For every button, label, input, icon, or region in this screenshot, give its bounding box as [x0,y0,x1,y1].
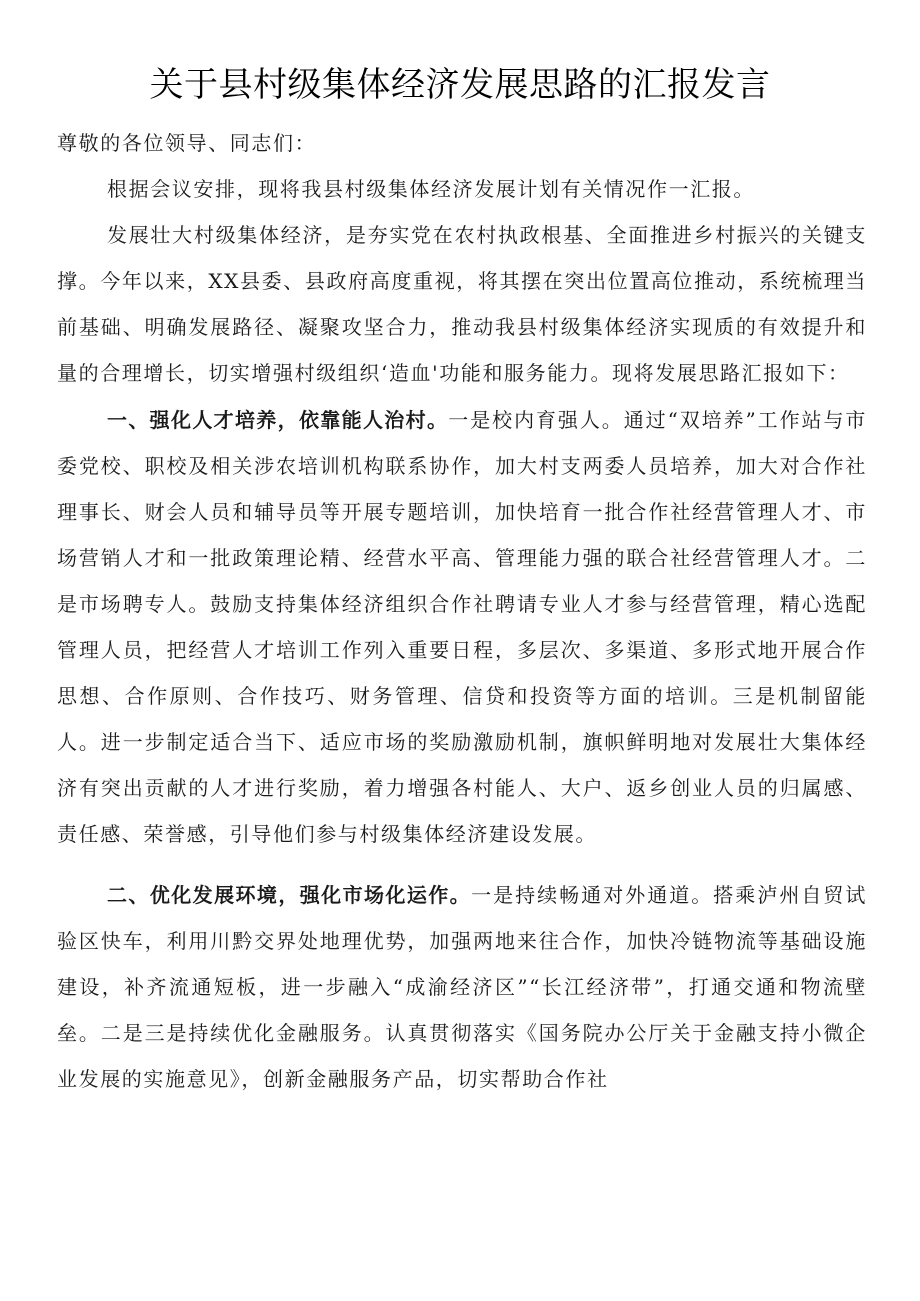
section-2-heading: 二、优化发展环境，强化市场化运作。 [107,882,472,907]
section-2-body: 一是持续畅通对外通道。搭乘泸州自贸试验区快车，利用川黔交界处地理优势，加强两地来往合作，加快冷链物流等基础设施建设，补齐流通短板，进一步融入“成渝经济区”“长江经济带”，打通交通和物流壁垒。二是三是持续优化金融服务。认真贯彻落实《国务院办公厅关于金融支持小微企业发展的实施意见》，创新金融服务产品，切实帮助合作社 [57,882,867,1091]
section-1-heading: 一、强化人才培养，依靠能人治村。 [107,407,449,432]
document-title: 关于县村级集体经济发展思路的汇报发言 [149,65,771,105]
section-1-body: 一是校内育强人。通过“双培养”工作站与市委党校、职校及相关涉农培训机构联系协作，加大村支两委人员培养，加大对合作社理事长、财会人员和辅导员等开展专题培训，加快培育一批合作社经营管理人才、市场营销人才和一批政策理论精、经营水平高、管理能力强的联合社经营管理人才。二是市场聘专人。鼓励支持集体经济组织合作社聘请专业人才参与经营管理，精心选配管理人员，把经营人才培训工作列入重要日程，多层次、多渠道、多形式地开展合作思想、合作原则、合作技巧、财务管理、信贷和投资等方面的培训。三是机制留能人。进一步制定适合当下、适应市场的奖励激励机制，旗帜鲜明地对发展壮大集体经济有突出贡献的人才进行奖励，着力增强各村能人、大户、返乡创业人员的归属感、责任感、荣誉感，引导他们参与村级集体经济建设发展。 [57,407,867,847]
intro-paragraph: 根据会议安排，现将我县村级集体经济发展计划有关情况作一汇报。 [107,177,755,202]
salutation: 尊敬的各位领导、同志们： [57,131,317,155]
section-2-paragraph [57,872,867,1102]
document-body [57,120,867,1102]
overview-paragraph: 发展壮大村级集体经济，是夯实党在农村执政根基、全面推进乡村振兴的关键支撑。今年以来，XX县委、县政府高度重视，将其摆在突出位置高位推动，系统梳理当前基础、明确发展路径、凝聚攻坚合力，推动我县村级集体经济实现质的有效提升和量的合理增长，切实增强村级组织‘造血'功能和服务能力。现将发展思路汇报如下： [57,223,867,386]
section-1-paragraph [57,397,867,858]
